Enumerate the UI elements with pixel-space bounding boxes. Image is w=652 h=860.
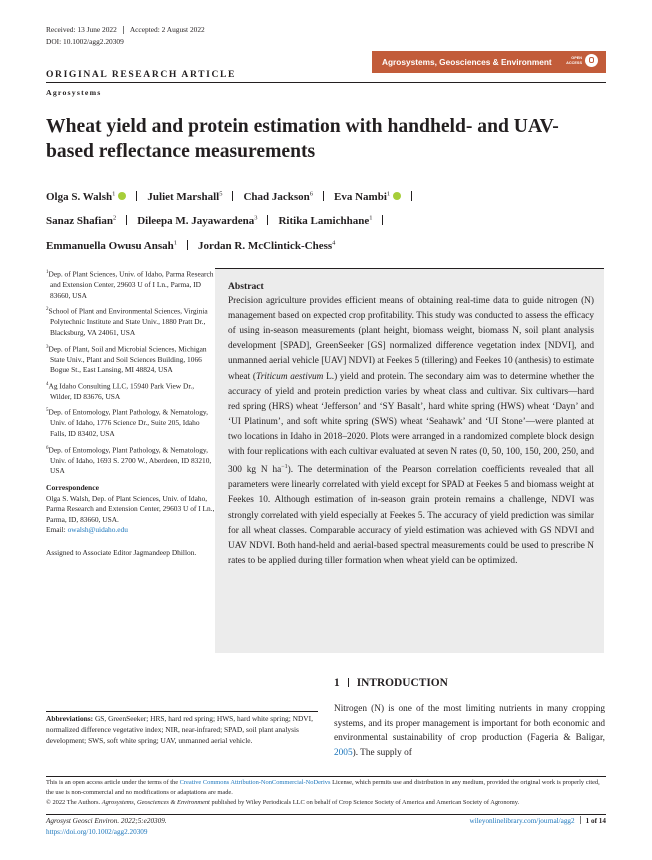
- author-name[interactable]: [278, 215, 372, 227]
- license-link[interactable]: Creative Commons Attribution-NonCommercial-NoDerivs: [179, 779, 331, 786]
- article-type: ORIGINAL RESEARCH ARTICLE: [46, 69, 236, 80]
- abstract-heading: Abstract: [228, 281, 264, 292]
- abbreviations-label: Abbreviations:: [46, 714, 94, 723]
- author-name[interactable]: [137, 215, 257, 227]
- affiliation: [46, 406, 216, 439]
- section-title: INTRODUCTION: [356, 677, 448, 689]
- affiliation-text: School of Plant and Environmental Sciences, Virginia Polytechnic Institute and State Univ., 1880 Pratt Dr., Blacksburg, VA 24061, USA: [48, 306, 208, 337]
- affiliation-number: 6: [46, 445, 49, 451]
- email-link[interactable]: owalsh@uidaho.edu: [67, 525, 128, 535]
- accepted-date: Accepted: 2 August 2022: [129, 25, 205, 34]
- affiliation: [46, 380, 216, 403]
- footer-doi-link[interactable]: https://doi.org/10.1002/agg2.20309: [46, 828, 148, 836]
- orcid-icon[interactable]: [393, 192, 401, 200]
- intro-part-a: Nitrogen (N) is one of the most limiting nutrients in many cropping systems, and its proper management is important for both economic and environmental sustainability of crop production (Fageria & Baligar,: [334, 704, 605, 743]
- assigned-editor: Assigned to Associate Editor Jagmandeep Dhillon.: [46, 547, 197, 557]
- license-text-b: License, which permits use and distribution in any medium, provided the original work is properly cited, the use is non-commercial and no modifications or adaptations are made.: [46, 779, 600, 796]
- affiliation-number: 1: [46, 270, 49, 275]
- author-name[interactable]: [334, 191, 401, 203]
- author-name[interactable]: [198, 240, 335, 252]
- affiliation-number: 5: [46, 408, 49, 414]
- journal-name: Agrosystems, Geosciences & Environment: [382, 57, 552, 67]
- affiliation: [46, 343, 216, 376]
- affiliation-text: Dep. of Entomology, Plant Pathology, & Nematology, Univ. of Idaho, 1693 S. 2700 W., Aberdeen, ID 83210, USA: [48, 445, 212, 476]
- author-separator: [323, 191, 324, 201]
- author-separator: [232, 191, 233, 201]
- author-name[interactable]: [46, 240, 177, 252]
- affiliation-number: 4: [46, 381, 49, 387]
- author-text: Ritika Lamichhane: [278, 215, 370, 228]
- citation-link[interactable]: 2005: [334, 747, 353, 758]
- email-label: Email:: [46, 525, 66, 535]
- introduction-heading: [334, 677, 448, 689]
- affiliation: [46, 305, 216, 338]
- copyright-a: © 2022 The Authors.: [46, 799, 102, 806]
- article-title: Wheat yield and protein estimation with handheld- and UAV-based reflectance measurements: [46, 116, 559, 162]
- author-text: Chad Jackson: [243, 190, 310, 203]
- author-text: Eva Nambi: [334, 190, 387, 203]
- license-text-a: This is an open access article under the terms of the: [46, 779, 180, 786]
- intro-part-b: ). The supply of: [352, 747, 412, 758]
- affiliation-text: Ag Idaho Consulting LLC, 15940 Park View Dr., Wilder, ID 83676, USA: [48, 381, 195, 401]
- oa-line2: ACCESS: [566, 60, 582, 65]
- journal-site-link[interactable]: wileyonlinelibrary.com/journal/agg2: [469, 817, 575, 825]
- orcid-icon[interactable]: [118, 192, 126, 200]
- open-lock-icon: [585, 54, 598, 67]
- author-separator: [382, 215, 383, 225]
- abbreviations: [46, 714, 322, 746]
- oa-line1: OPEN: [571, 56, 582, 61]
- section-number: 1: [334, 677, 340, 689]
- author-separator: [411, 191, 412, 201]
- heading-separator: [348, 678, 349, 687]
- author-affiliation-marker: 1: [369, 214, 373, 222]
- author-affiliation-marker: 6: [309, 190, 314, 197]
- abstract-box: [215, 268, 604, 653]
- abstract-text: [228, 294, 594, 569]
- affiliation-number: 2: [46, 307, 49, 313]
- abbreviations-divider: [46, 711, 318, 712]
- footer-citation: Agrosyst Geosci Environ. 2022;5:e20309.: [46, 817, 167, 825]
- footer-site-block: [470, 816, 607, 827]
- author-name[interactable]: [147, 191, 222, 203]
- correspondence-address: Olga S. Walsh, Dep. of Plant Sciences, Univ. of Idaho, Parma Research and Extension Center, 29603 U of I Ln., Parma, ID, 83660, USA.: [46, 493, 215, 524]
- affiliations-column: [46, 268, 216, 558]
- affiliation-number: 3: [46, 344, 49, 350]
- author-text: Juliet Marshall: [147, 190, 220, 203]
- author-text: Dileepa M. Jayawardena: [137, 215, 255, 228]
- footer-citation-block: [46, 816, 167, 838]
- correspondence-heading: Correspondence: [46, 482, 100, 492]
- meta-separator: [123, 26, 124, 34]
- article-meta: [46, 24, 205, 48]
- author-name[interactable]: [46, 215, 116, 227]
- author-affiliation-marker: 1: [386, 190, 391, 197]
- affiliation-text: Dep. of Plant Sciences, Univ. of Idaho, Parma Research and Extension Center, 29603 U of I Ln., Parma, ID 83660, USA: [48, 269, 214, 300]
- species-name: Triticum aestivum: [256, 371, 324, 382]
- author-list: [46, 183, 586, 257]
- author-affiliation-marker: 4: [332, 239, 336, 247]
- affiliation: [46, 268, 216, 301]
- author-affiliation-marker: 3: [254, 214, 258, 222]
- abbreviations-text: GS, GreenSeeker; HRS, hard red spring; HWS, hard white spring; NDVI, normalized difference vegetative index; NIR, near-infrared; SPAD, soil plant analysis development; SWS, soft white spring; UAV, unmanned aerial vehicle.: [46, 714, 313, 745]
- author-affiliation-marker: 1: [173, 239, 178, 247]
- open-access-badge: [566, 54, 598, 67]
- affiliation: [46, 444, 216, 477]
- author-affiliation-marker: 2: [112, 214, 117, 222]
- footer-divider: [46, 814, 606, 815]
- abstract-part-2: L.) yield and protein. The secondary aim was to determine whether the accuracy of yield and protein prediction varies by wheat class and cultivar. Six cultivars—hard red spring (HRS) wheat ‘Jefferson’ and ‘SY Basalt’, hard white spring (HWS) wheat ‘Dayn’ and ‘UI Platinum’, and soft white spring (SWS) wheat ‘Seahawk’ and ‘UI Stone’—were planted at two locations in Idaho in 2018–2020. Plots were arranged in a randomized complete block design with four replications with each cultivar evaluated at seven N rates (0, 50, 100, 150, 200, 250, and 300 kg N ha: [228, 371, 594, 476]
- affiliation-list: [46, 268, 216, 477]
- author-name[interactable]: [46, 191, 126, 203]
- copyright-journal: Agrosystems, Geosciences & Environment: [101, 799, 210, 806]
- journal-banner[interactable]: [372, 51, 606, 73]
- author-affiliation-marker: 5: [219, 190, 223, 197]
- license-notice: [46, 778, 608, 808]
- author-text: Jordan R. McClintick-Chess: [198, 239, 333, 252]
- author-separator: [267, 215, 268, 225]
- author-separator: [187, 240, 188, 250]
- author-text: Sanaz Shafian: [46, 215, 113, 228]
- author-text: Olga S. Walsh: [46, 190, 113, 203]
- author-text: Emmanuella Owusu Ansah: [46, 239, 174, 252]
- license-divider: [46, 776, 606, 777]
- page-number: 1 of 14: [585, 817, 606, 825]
- affiliation-text: Dep. of Plant, Soil and Microbial Sciences, Michigan State Univ., Plant and Soil Sciences Building, 1066 Bogue St., East Lansing, MI 48824, USA: [48, 343, 207, 375]
- subject-section: Agrosystems: [46, 88, 102, 97]
- unit-superscript: −1: [281, 464, 288, 471]
- affiliation-text: Dep. of Entomology, Plant Pathology, & Nematology, Univ. of Idaho, 1776 Science Dr., Suite 205, Idaho Falls, ID 83402, USA: [48, 407, 208, 439]
- author-name[interactable]: [243, 191, 313, 203]
- author-separator: [136, 191, 137, 201]
- author-separator: [126, 215, 127, 225]
- abstract-part-1: Precision agriculture provides efficient means of obtaining real-time data to guide nitrogen (N) management based on expected crop profitability. This study was conducted to assess the efficacy of using in-season measurements (plant height, biomass weight, biomass N, soil plant analysis development [SPAD], GreenSeeker [GS] normalized difference vegetation index [NDVI], and unmanned aerial vehicle [UAV] NDVI) at Feekes 5 (tillering) and Feekes 10 (anthesis) to estimate wheat (: [228, 296, 594, 382]
- abstract-part-3: ). The determination of the Pearson correlation coefficients revealed that all parameters were linearly correlated with yield except for SPAD at Feekes 5 and biomass weight at Feekes 10. Although estimation of in-season grain protein remains a challenge, NDVI was strongly correlated with yield especially at Feekes 5. The accuracy of yield prediction was similar for all wheat classes. Comparable accuracy of yield estimation was achieved with GS NDVI and UAV NDVI. Both hand-held and aerial-based spectral measurements could be used to prescribe N rates to be applied during tiller formation when wheat yield can be optimized.: [228, 465, 594, 566]
- correspondence-text: [46, 494, 216, 536]
- introduction-text: [334, 702, 605, 760]
- doi[interactable]: DOI: 10.1002/agg2.20309: [46, 37, 124, 46]
- footer-separator: [580, 816, 581, 824]
- author-affiliation-marker: 1: [112, 190, 116, 197]
- header-divider: [46, 82, 606, 83]
- received-date: Received: 13 June 2022: [46, 25, 117, 34]
- copyright-b: published by Wiley Periodicals LLC on behalf of Crop Science Society of America and American Society of Agronomy.: [209, 799, 520, 806]
